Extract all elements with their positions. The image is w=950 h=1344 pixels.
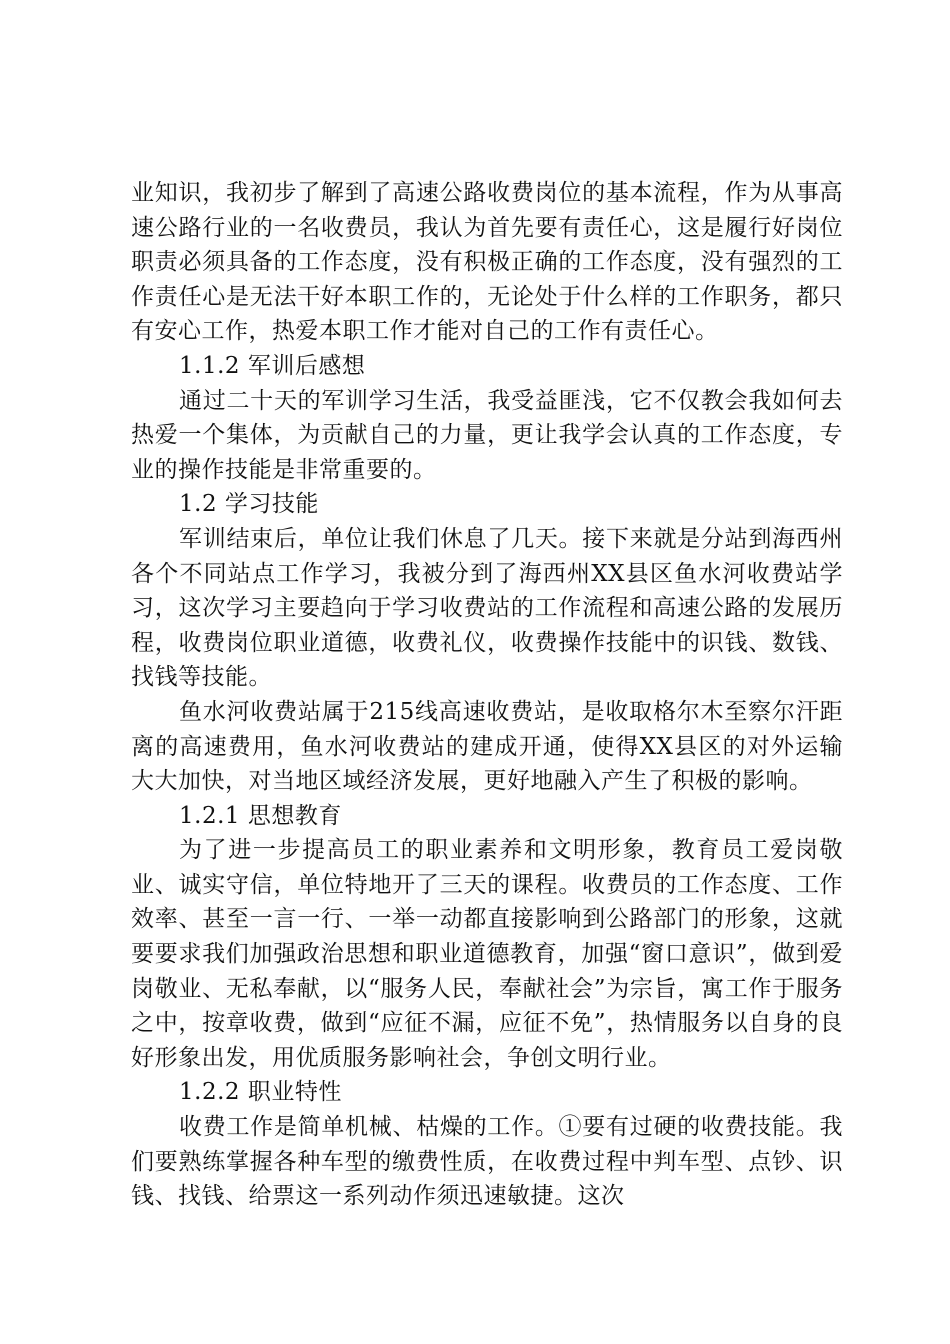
- body-paragraph: 为了进一步提高员工的职业素养和文明形象，教育员工爱岗敬业、诚实守信，单位特地开了三天的课程。收费员的工作态度、工作效率、甚至一言一行、一举一动都直接影响到公路部门的形象，这就要要求我们加强政治思想和职业道德教育，加强“窗口意识”，做到爱岗敬业、无私奉献，以“服务人民，奉献社会”为宗旨，寓工作于服务之中，按章收费，做到“应征不漏，应征不免”，热情服务以自身的良好形象出发，用优质服务影响社会，争创文明行业。: [131, 837, 843, 1071]
- body-paragraph: 业知识，我初步了解到了高速公路收费岗位的基本流程，作为从事高速公路行业的一名收费员，我认为首先要有责任心，这是履行好岗位职责必须具备的工作态度，没有积极正确的工作态度，没有强烈的工作责任心是无法干好本职工作的，无论处于什么样的工作职务，都只有安心工作，热爱本职工作才能对自己的工作有责任心。: [131, 180, 843, 345]
- section-heading: 1.2.2 职业特性: [179, 1079, 342, 1106]
- section-heading: 1.1.2 军训后感想: [179, 352, 366, 379]
- body-paragraph: 军训结束后，单位让我们休息了几天。接下来就是分站到海西州各个不同站点工作学习，我被分到了海西州XX县区鱼水河收费站学习，这次学习主要趋向于学习收费站的工作流程和高速公路的发展历程，收费岗位职业道德，收费礼仪，收费操作技能中的识钱、数钱、找钱等技能。: [131, 525, 843, 691]
- body-paragraph: 收费工作是简单机械、枯燥的工作。①要有过硬的收费技能。我们要熟练掌握各种车型的缴费性质，在收费过程中判车型、点钞、识钱、找钱、给票这一系列动作须迅速敏捷。这次: [131, 1114, 843, 1210]
- body-paragraph: 通过二十天的军训学习生活，我受益匪浅，它不仅教会我如何去热爱一个集体，为贡献自己的力量，更让我学会认真的工作态度，专业的操作技能是非常重要的。: [131, 387, 843, 483]
- document-body: [131, 176, 843, 1214]
- section-heading: 1.2.1 思想教育: [179, 802, 342, 829]
- body-paragraph: 鱼水河收费站属于215线高速收费站，是收取格尔木至察尔汗距离的高速费用，鱼水河收费站的建成开通，使得XX县区的对外运输大大加快，对当地区域经济发展，更好地融入产生了积极的影响。: [131, 698, 843, 795]
- section-heading: 1.2 学习技能: [179, 491, 319, 518]
